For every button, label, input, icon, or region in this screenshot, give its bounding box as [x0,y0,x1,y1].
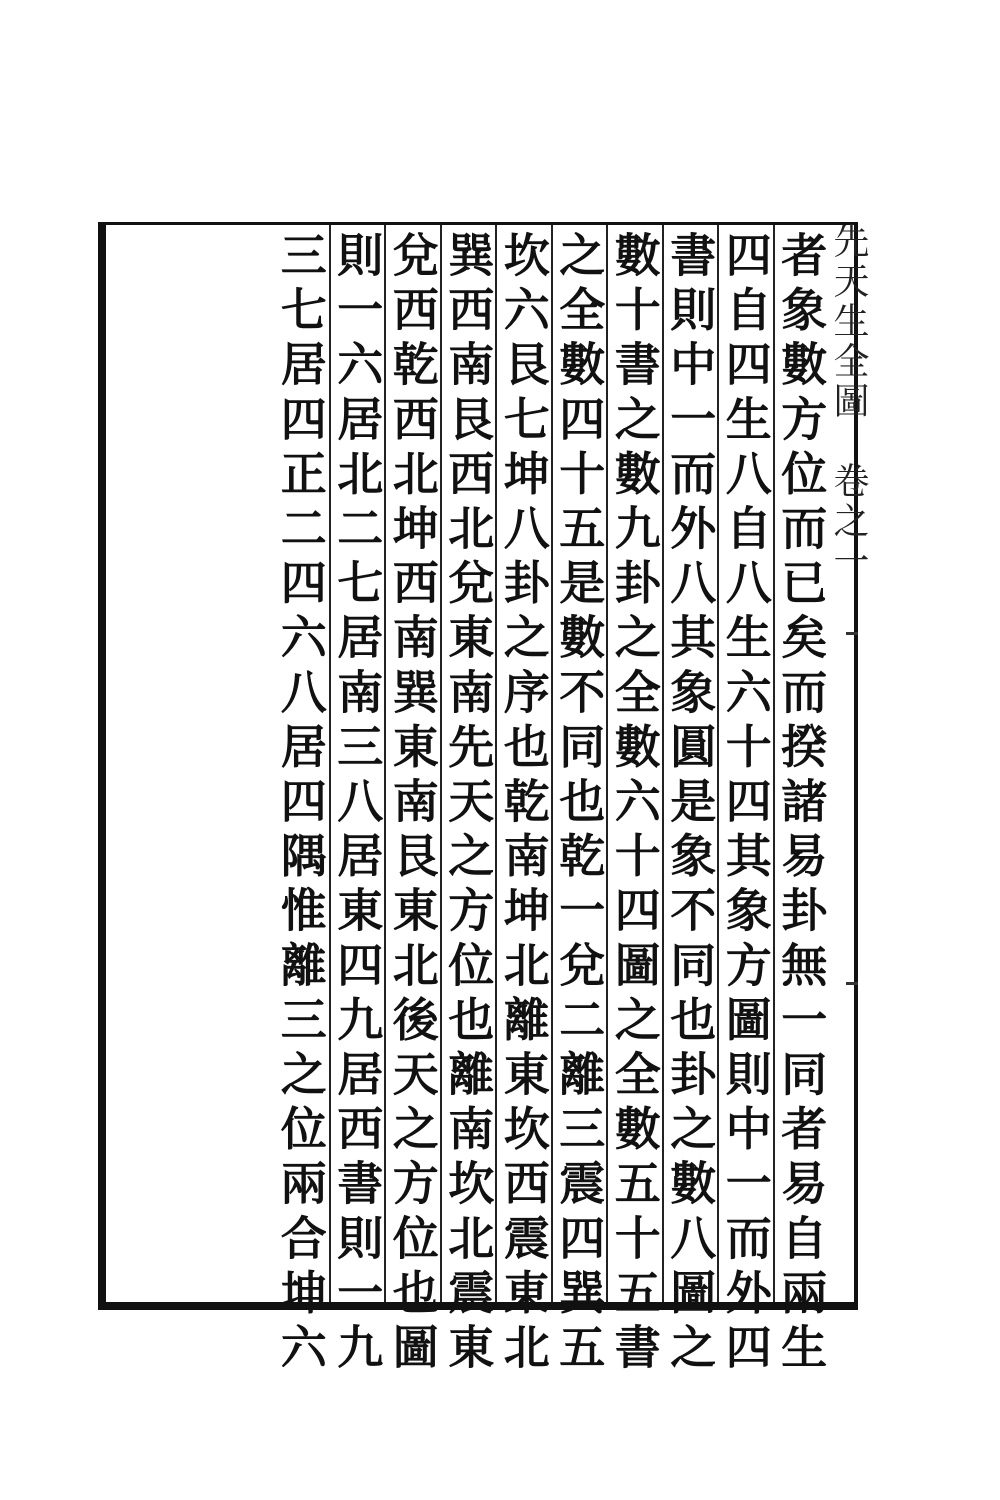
text-columns [106,225,829,1378]
text-column [773,225,829,1378]
column-text: 巽西南艮西北兌東南先天之方位也離南坎北震東 [441,231,496,1378]
column-text: 兌西乾西北坤西南巽東南艮東北後天之方位也圖 [385,231,440,1378]
text-column [551,225,607,1378]
edge-mark-lower [846,982,858,985]
column-text: 之全數四十五是數不同也乾一兌二離三震四巽五 [552,231,607,1378]
column-text: 者象數方位而已矣而揆諸易卦無一同者易自兩生 [774,231,829,1378]
column-text: 三七居四正二四六八居四隅惟離三之位兩合坤六 [273,231,328,1378]
text-column [495,225,551,1378]
edge-folio: 卷之一 [828,462,869,582]
page-edge-header [828,218,868,1198]
text-column [329,225,385,1378]
text-column [440,225,496,1378]
column-text: 則一六居北二七居南三八居東四九居西書則一九 [330,231,385,1378]
text-column [384,225,440,1378]
column-text: 數十書之數九卦之全數六十四圖之全數五十五書 [607,231,662,1378]
text-column [717,225,773,1378]
text-column [273,225,329,1378]
edge-mark-upper [846,632,858,635]
column-text: 書則中一而外八其象圓是象不同也卦之數八圖之 [663,231,718,1378]
column-text: 坎六艮七坤八卦之序也乾南坤北離東坎西震東北 [496,231,551,1378]
column-text: 四自四生八自八生六十四其象方圖則中一而外四 [718,231,773,1378]
edge-title: 先天生全圖 [828,222,869,422]
text-column [606,225,662,1378]
text-column [662,225,718,1378]
